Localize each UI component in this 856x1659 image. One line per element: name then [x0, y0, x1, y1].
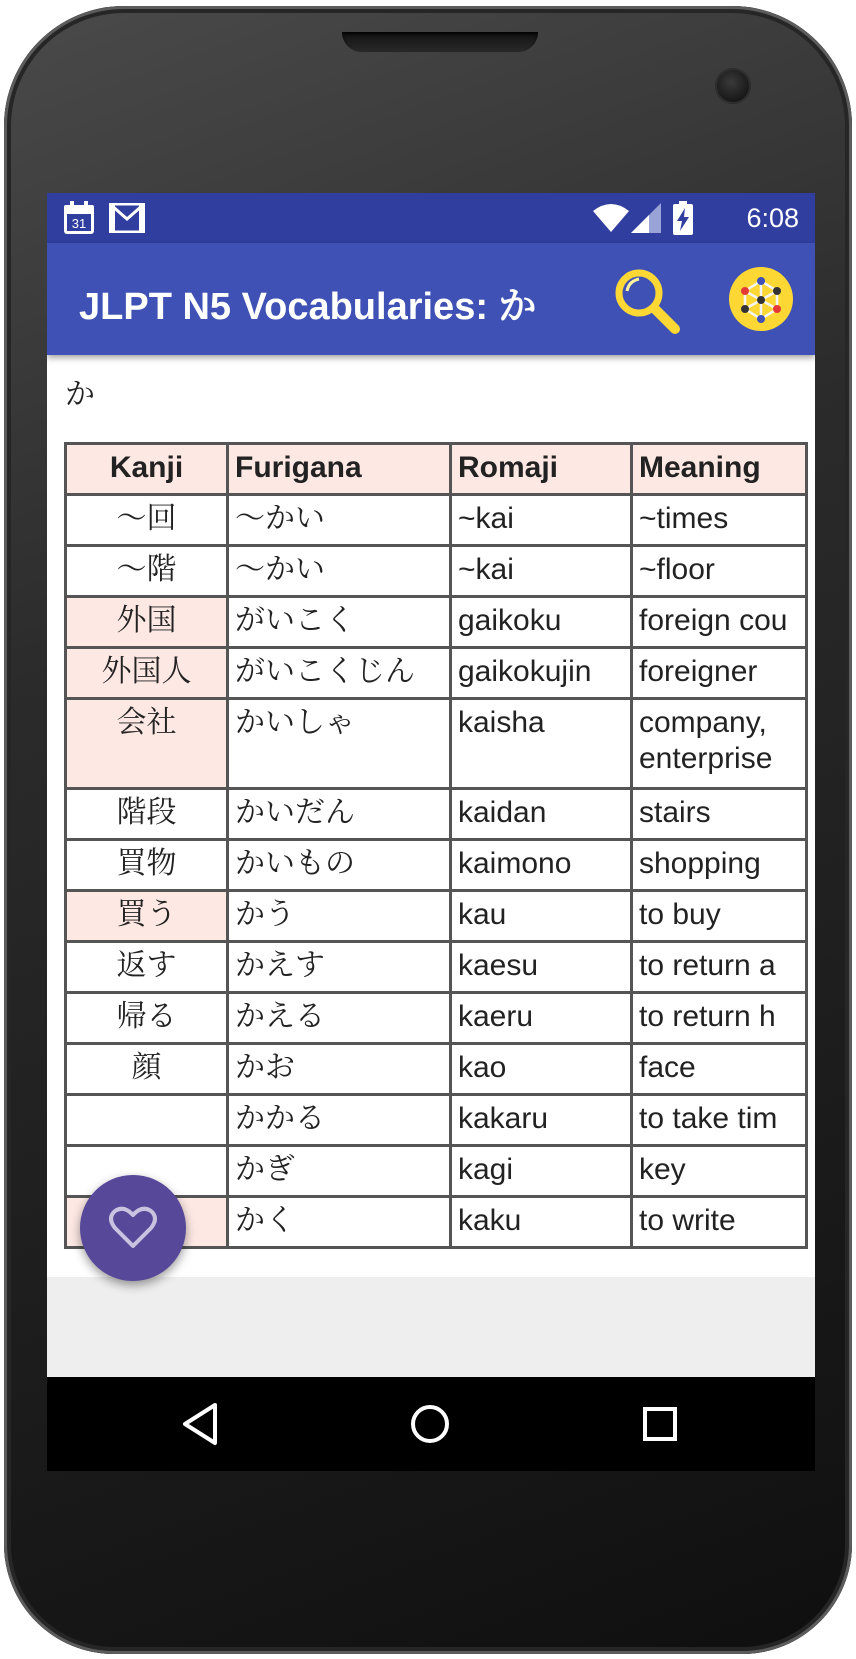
cell-romaji: kakaru [452, 1096, 630, 1144]
signal-icon [631, 203, 661, 237]
cell-romaji: gaikoku [452, 598, 630, 646]
earpiece-speaker [342, 32, 538, 52]
cell-meaning: stairs [633, 790, 805, 838]
gmail-icon [109, 203, 145, 237]
cell-kanji: 買物 [67, 841, 226, 889]
table-row[interactable] [67, 841, 805, 889]
cell-meaning: to buy [633, 892, 805, 940]
table-row[interactable] [67, 496, 805, 544]
cell-furigana: 〜かい [229, 547, 449, 595]
cell-furigana: かえる [229, 994, 449, 1042]
table-row[interactable] [67, 547, 805, 595]
search-icon[interactable] [611, 265, 683, 337]
cell-romaji: kaimono [452, 841, 630, 889]
table-row[interactable] [67, 1096, 805, 1144]
cell-meaning: to take tim [633, 1096, 805, 1144]
cell-meaning: to return h [633, 994, 805, 1042]
cell-kanji: 買う [67, 892, 226, 940]
cell-romaji: ~kai [452, 547, 630, 595]
cell-romaji: kaisha [452, 700, 630, 787]
table-row[interactable] [67, 1147, 805, 1195]
cell-kanji: 外国人 [67, 649, 226, 697]
cell-romaji: gaikokujin [452, 649, 630, 697]
cell-romaji: kao [452, 1045, 630, 1093]
table-header-row [67, 445, 805, 493]
cell-meaning: ~floor [633, 547, 805, 595]
table-row[interactable] [67, 943, 805, 991]
cell-furigana: かう [229, 892, 449, 940]
header-meaning: Meaning [633, 445, 805, 493]
cell-meaning: company, enterprise [633, 700, 805, 787]
cell-meaning: key [633, 1147, 805, 1195]
recents-icon[interactable] [635, 1399, 685, 1449]
table-row[interactable] [67, 790, 805, 838]
cell-furigana: かいだん [229, 790, 449, 838]
vocabulary-table [64, 442, 808, 1249]
cell-kanji: 会社 [67, 700, 226, 787]
cell-furigana: かえす [229, 943, 449, 991]
table-row[interactable] [67, 994, 805, 1042]
cell-meaning: shopping [633, 841, 805, 889]
favorite-button[interactable] [80, 1175, 186, 1281]
cell-romaji: kaku [452, 1198, 630, 1246]
cell-furigana: かく [229, 1198, 449, 1246]
table-row[interactable] [67, 598, 805, 646]
section-heading: か [65, 377, 95, 412]
back-icon[interactable] [175, 1399, 225, 1449]
front-camera [715, 68, 751, 104]
svg-text:31: 31 [71, 216, 87, 231]
cell-kanji: 帰る [67, 994, 226, 1042]
status-bar [47, 193, 815, 243]
cell-meaning: to write [633, 1198, 805, 1246]
cell-meaning: ~times [633, 496, 805, 544]
app-bar [47, 243, 815, 355]
cell-meaning: foreigner [633, 649, 805, 697]
heart-outline-icon [109, 1206, 157, 1254]
cell-kanji: 階段 [67, 790, 226, 838]
cell-romaji: kagi [452, 1147, 630, 1195]
cell-furigana: がいこく [229, 598, 449, 646]
cell-furigana: かかる [229, 1096, 449, 1144]
status-time: 6:08 [746, 203, 799, 233]
cell-kanji: 外国 [67, 598, 226, 646]
cell-romaji: kaidan [452, 790, 630, 838]
header-romaji: Romaji [452, 445, 630, 493]
calendar-icon [63, 201, 95, 239]
vocabulary-content [47, 355, 815, 1277]
cell-kanji: 顔 [67, 1045, 226, 1093]
home-icon[interactable] [405, 1399, 455, 1449]
wifi-icon [593, 203, 629, 237]
cell-furigana: 〜かい [229, 496, 449, 544]
cell-meaning: face [633, 1045, 805, 1093]
phone-frame [4, 6, 852, 1654]
navigation-bar [47, 1377, 815, 1471]
table-row[interactable] [67, 649, 805, 697]
battery-charging-icon [673, 201, 693, 239]
header-kanji: Kanji [67, 445, 226, 493]
table-row[interactable] [67, 1045, 805, 1093]
network-icon[interactable] [727, 265, 795, 333]
cell-furigana: かぎ [229, 1147, 449, 1195]
header-furigana: Furigana [229, 445, 449, 493]
cell-meaning: foreign cou [633, 598, 805, 646]
bottom-empty-area [47, 1277, 815, 1377]
app-title: JLPT N5 Vocabularies: か [79, 286, 537, 328]
cell-kanji: 〜回 [67, 496, 226, 544]
cell-meaning: to return a [633, 943, 805, 991]
cell-kanji: 〜階 [67, 547, 226, 595]
cell-furigana: かお [229, 1045, 449, 1093]
cell-furigana: かいしゃ [229, 700, 449, 787]
cell-furigana: がいこくじん [229, 649, 449, 697]
table-row[interactable] [67, 892, 805, 940]
cell-furigana: かいもの [229, 841, 449, 889]
table-row[interactable] [67, 700, 805, 787]
device-screen [47, 193, 815, 1471]
cell-romaji: ~kai [452, 496, 630, 544]
cell-kanji [67, 1096, 226, 1144]
cell-romaji: kau [452, 892, 630, 940]
cell-kanji: 返す [67, 943, 226, 991]
cell-romaji: kaesu [452, 943, 630, 991]
cell-romaji: kaeru [452, 994, 630, 1042]
